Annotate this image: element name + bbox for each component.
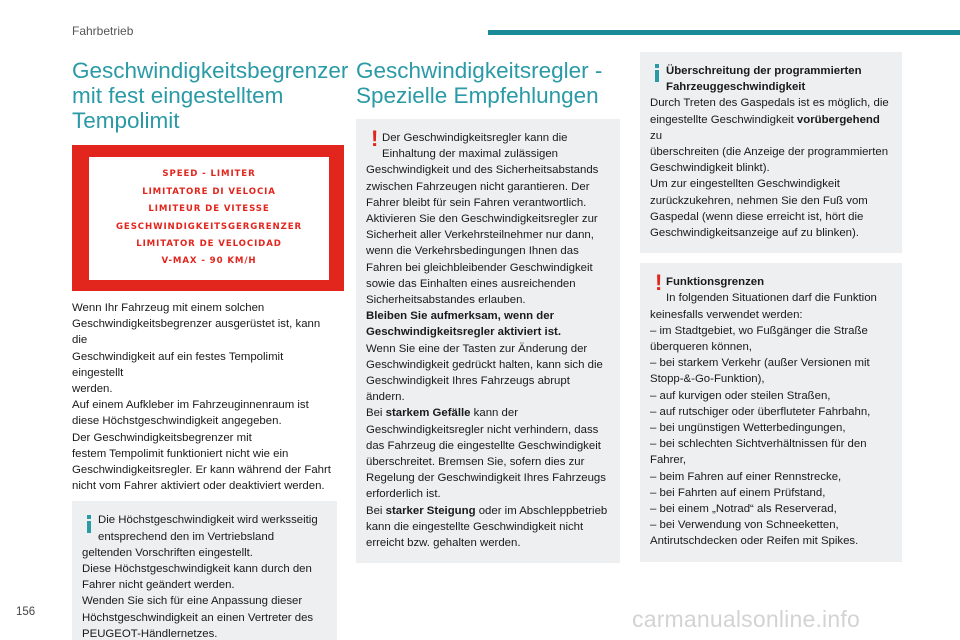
- section-title: [356, 58, 620, 108]
- header-rule: [488, 30, 960, 35]
- speed-limiter-sticker: [72, 145, 344, 291]
- text-line: überschreiten (die Anzeige der programmierten: [650, 146, 889, 159]
- box-title: Überschreitung der programmierten: [666, 65, 862, 77]
- text-line: Fahrer,: [650, 454, 687, 467]
- text-line: Geschwindigkeitsanzeige auf zu blinken).: [650, 227, 859, 240]
- info-icon: [655, 64, 659, 82]
- title-line: Spezielle Empfehlungen: [356, 83, 599, 108]
- list-item: – auf rutschiger oder überfluteter Fahrbahn,: [650, 405, 871, 418]
- watermark: carmanualsonline.info: [632, 606, 860, 632]
- sticker-line: GESCHWINDIGKEITSGERGRENZER: [115, 221, 303, 232]
- box-title: Fahrzeuggeschwindigkeit: [666, 81, 806, 94]
- text-run: eingestellte Geschwindigkeit: [650, 113, 797, 126]
- warning-box: [640, 263, 902, 561]
- text-line: Wenden Sie sich für eine Anpassung dieser: [82, 595, 303, 608]
- text-line: keinesfalls verwendet werden:: [650, 308, 803, 321]
- middle-column: [356, 58, 620, 563]
- text-line: erforderlich ist.: [366, 488, 441, 501]
- left-column: [72, 58, 349, 640]
- right-column: [640, 52, 902, 562]
- list-item: – bei ungünstigen Wetterbedingungen,: [650, 422, 846, 435]
- section-title: [72, 58, 349, 133]
- text-line: Durch Treten des Gaspedals ist es möglich, die: [650, 97, 889, 110]
- emphasis: vorübergehend: [796, 113, 880, 126]
- text-line: Bleiben Sie aufmerksam, wenn der: [366, 310, 555, 323]
- emphasis: starkem Gefälle: [385, 407, 471, 420]
- text-line: Sicherheit aller Verkehrsteilnehmer nur dann,: [366, 229, 594, 242]
- text-line: Einhaltung der maximal zulässigen: [382, 148, 559, 161]
- list-item: – auf kurvigen oder steilen Straßen,: [650, 389, 831, 402]
- sticker-line: LIMITATORE DI VELOCIA: [142, 186, 276, 197]
- text-line: Um zur eingestellten Geschwindigkeit: [650, 178, 840, 191]
- list-item: – im Stadtgebiet, wo Fußgänger die Straße: [650, 324, 868, 337]
- text-line: Stopp-&-Go-Funktion),: [650, 373, 765, 386]
- text-line: Gaspedal (wenn diese erreicht ist, hört die: [650, 210, 864, 223]
- title-line: Geschwindigkeitsregler -: [356, 58, 603, 83]
- text-line: nicht vom Fahrer aktiviert oder deaktiviert werden.: [72, 480, 325, 493]
- text-line: Geschwindigkeitsregler nicht verhindern, dass: [366, 423, 599, 436]
- warning-icon: !: [655, 270, 663, 296]
- title-line: Geschwindigkeitsbegrenzer: [72, 58, 349, 83]
- sticker-line: SPEED - LIMITER: [162, 169, 256, 180]
- list-item: – bei einem „Notrad“ als Reserverad,: [650, 503, 837, 516]
- list-item: – bei Fahrten auf einem Prüfstand,: [650, 486, 826, 499]
- text-line: Die Höchstgeschwindigkeit wird werksseitig: [98, 514, 318, 527]
- text-line: Geschwindigkeit Ihres Fahrzeugs abrupt ändern.: [366, 375, 570, 404]
- text-line: Fahrer bleibt für sein Fahren verantwortlich.: [366, 196, 587, 209]
- section-label: Fahrbetrieb: [72, 24, 134, 38]
- text-run: Bei: [366, 504, 386, 517]
- title-line: Tempolimit: [72, 108, 180, 133]
- text-line: Fahren bei gleichbleibender Geschwindigkeit: [366, 261, 593, 274]
- sticker-inner: [88, 156, 330, 281]
- body-text: [72, 300, 337, 494]
- text-line: In folgenden Situationen darf die Funktion: [666, 292, 877, 305]
- text-line: entsprechend den im Vertriebsland: [98, 530, 275, 543]
- info-icon: [87, 515, 91, 533]
- text-line: Wenn Sie eine der Tasten zur Änderung der: [366, 342, 588, 355]
- box-title: Funktionsgrenzen: [666, 276, 765, 289]
- text-line: Geschwindigkeit und des Sicherheitsabstands: [366, 164, 599, 177]
- text-line: kann die eingestellte Geschwindigkeit nicht: [366, 520, 584, 533]
- text-line: Der Geschwindigkeitsbegrenzer mit: [72, 431, 252, 444]
- text-line: geltenden Vorschriften eingestellt.: [82, 546, 253, 559]
- list-item: – bei starkem Verkehr (außer Versionen mit: [650, 357, 870, 370]
- text-line: Aktivieren Sie den Geschwindigkeitsregler zur: [366, 213, 598, 226]
- text-line: überqueren können,: [650, 341, 752, 354]
- text-line: Geschwindigkeitsregler. Er kann während der Fahrt: [72, 464, 331, 477]
- list-item: – bei Verwendung von Schneeketten,: [650, 519, 839, 532]
- text-line: Fahrer nicht geändert werden.: [82, 579, 235, 592]
- page-number: 156: [16, 606, 36, 618]
- emphasis: starker Steigung: [385, 504, 476, 517]
- list-item: – beim Fahren auf einer Rennstrecke,: [650, 470, 842, 483]
- text-line: zurückzukehren, nehmen Sie den Fuß vom: [650, 194, 868, 207]
- sticker-line: LIMITEUR DE VITESSE: [148, 204, 270, 215]
- text-line: Geschwindigkeit gedrückt halten, kann sich die: [366, 358, 603, 371]
- text-line: [366, 503, 610, 519]
- text-line: erreicht bzw. gehalten werden.: [366, 537, 521, 550]
- text-line: Geschwindigkeit auf ein festes Tempolimit eingestellt: [72, 350, 284, 379]
- text-line: sowie das Einhalten eines ausreichenden: [366, 277, 576, 290]
- text-line: festem Tempolimit funktioniert nicht wie ein: [72, 447, 289, 460]
- text-line: Regelung der Geschwindigkeit Ihres Fahrzeugs: [366, 472, 606, 485]
- sticker-line: V-MAX - 90 KM/H: [161, 256, 257, 267]
- text-line: Antirutschdecken oder Reifen mit Spikes.: [650, 535, 859, 548]
- text-line: wenn die Verkehrsbedingungen Ihnen das: [366, 245, 579, 258]
- text-line: Der Geschwindigkeitsregler kann die: [382, 132, 568, 144]
- text-run: zu: [650, 129, 663, 142]
- text-line: das Fahrzeug die eingestellte Geschwindigkeit: [366, 439, 601, 452]
- text-line: Diese Höchstgeschwindigkeit kann durch den: [82, 563, 312, 576]
- warning-box: [356, 119, 620, 563]
- title-line: mit fest eingestelltem: [72, 83, 284, 108]
- text-line: [366, 405, 610, 421]
- text-run: oder im Abschleppbetrieb: [475, 504, 608, 517]
- text-line: Höchstgeschwindigkeit an einen Vertreter des: [82, 611, 314, 624]
- text-line: Geschwindigkeitsbegrenzer ausgerüstet ist, kann die: [72, 318, 321, 347]
- text-line: [650, 112, 892, 144]
- text-line: Geschwindigkeit blinkt).: [650, 162, 770, 175]
- info-box: [640, 52, 902, 253]
- text-run: kann der: [470, 407, 518, 420]
- sticker-line: LIMITATOR DE VELOCIDAD: [136, 238, 282, 249]
- warning-icon: !: [371, 126, 379, 151]
- text-line: zwischen Fahrzeugen nicht garantieren. Der: [366, 180, 590, 193]
- text-line: diese Höchstgeschwindigkeit angegeben.: [72, 415, 282, 428]
- info-box: [72, 501, 337, 640]
- text-line: Sicherheitsabstandes erlauben.: [366, 294, 526, 307]
- text-line: Wenn Ihr Fahrzeug mit einem solchen: [72, 302, 265, 314]
- text-line: PEUGEOT-Händlernetzes.: [82, 627, 218, 640]
- text-line: überschreitet. Bremsen Sie, sofern dies zur: [366, 456, 585, 469]
- text-line: Auf einem Aufkleber im Fahrzeuginnenraum ist: [72, 399, 309, 412]
- text-line: Geschwindigkeitsregler aktiviert ist.: [366, 326, 561, 339]
- text-line: werden.: [72, 383, 113, 396]
- list-item: – bei schlechten Sichtverhältnissen für den: [650, 438, 867, 451]
- text-run: Bei: [366, 407, 386, 420]
